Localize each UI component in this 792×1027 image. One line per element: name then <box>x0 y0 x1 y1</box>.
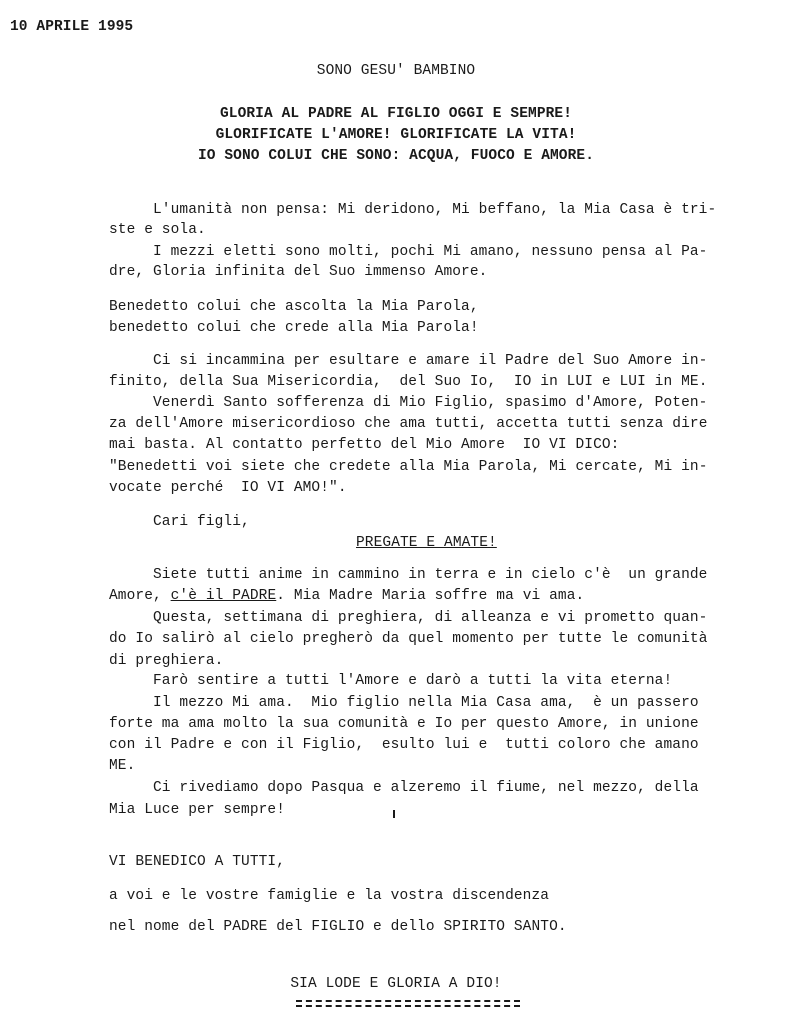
text-line: Siete tutti anime in cammino in terra e in cielo c'è un grande <box>153 567 708 583</box>
text-line: mai basta. Al contatto perfetto del Mio Amore IO VI DICO: <box>109 437 620 453</box>
text-line: do Io salirò al cielo pregherò da quel momento per tutte le comunità <box>109 631 708 647</box>
stray-mark <box>393 810 395 818</box>
text-line: Ci rivediamo dopo Pasqua e alzeremo il fiume, nel mezzo, della <box>153 780 699 796</box>
text-line: ste e sola. <box>109 222 206 238</box>
text-line: VI BENEDICO A TUTTI, <box>109 854 286 870</box>
text-line: a voi e le vostre famiglie e la vostra discendenza <box>109 888 550 904</box>
text-span: Amore, <box>109 588 171 604</box>
text-line: za dell'Amore misericordioso che ama tutti, accetta tutti senza dire <box>109 416 708 432</box>
text-line: L'umanità non pensa: Mi deridono, Mi beffano, la Mia Casa è tri- <box>153 202 717 218</box>
text-line: forte ma ama molto la sua comunità e Io per questo Amore, in unione <box>109 716 699 732</box>
text-line: I mezzi eletti sono molti, pochi Mi amano, nessuno pensa al Pa- <box>153 244 708 260</box>
invocation-line: GLORIA AL PADRE AL FIGLIO OGGI E SEMPRE! <box>219 106 573 122</box>
text-line: Benedetto colui che ascolta la Mia Parola, <box>109 299 479 315</box>
text-line: di preghiera. <box>109 653 224 669</box>
text-line: finito, della Sua Misericordia, del Suo Io, IO in LUI e LUI in ME. <box>109 374 708 390</box>
invocation-line: IO SONO COLUI CHE SONO: ACQUA, FUOCO E AMORE. <box>197 148 595 164</box>
text-line: ME. <box>109 758 136 774</box>
exhortation: PREGATE E AMATE! <box>356 535 497 551</box>
text-line: con il Padre e con il Figlio, esulto lui e tutti coloro che amano <box>109 737 699 753</box>
text-line: Mia Luce per sempre! <box>109 802 286 818</box>
closing: SIA LODE E GLORIA A DIO! <box>290 976 502 992</box>
text-line: Questa, settimana di preghiera, di alleanza e vi prometto quan- <box>153 610 708 626</box>
text-line: benedetto colui che crede alla Mia Parola! <box>109 320 479 336</box>
invocation-line: GLORIFICATE L'AMORE! GLORIFICATE LA VITA! <box>215 127 577 143</box>
text-line: nel nome del PADRE del FIGLIO e dello SPIRITO SANTO. <box>109 919 567 935</box>
text-line: Il mezzo Mi ama. Mio figlio nella Mia Casa ama, è un passero <box>153 695 699 711</box>
text-line: Ci si incammina per esultare e amare il Padre del Suo Amore in- <box>153 353 708 369</box>
date-header: 10 APRILE 1995 <box>10 19 134 35</box>
title: SONO GESU' BAMBINO <box>316 63 476 79</box>
greeting: Cari figli, <box>153 514 250 530</box>
text-line: Farò sentire a tutti l'Amore e darò a tutti la vita eterna! <box>153 673 673 689</box>
text-line: vocate perché IO VI AMO!". <box>109 480 347 496</box>
text-line: Venerdì Santo sofferenza di Mio Figlio, spasimo d'Amore, Poten- <box>153 395 708 411</box>
underlined-phrase: c'è il PADRE <box>170 588 277 604</box>
text-span: . Mia Madre Maria soffre ma vi ama. <box>276 588 585 604</box>
text-line <box>109 587 584 605</box>
text-line: "Benedetti voi siete che credete alla Mia Parola, Mi cercate, Mi in- <box>109 459 708 475</box>
text-line: dre, Gloria infinita del Suo immenso Amore. <box>109 264 488 280</box>
double-dashed-rule <box>296 1000 520 1007</box>
